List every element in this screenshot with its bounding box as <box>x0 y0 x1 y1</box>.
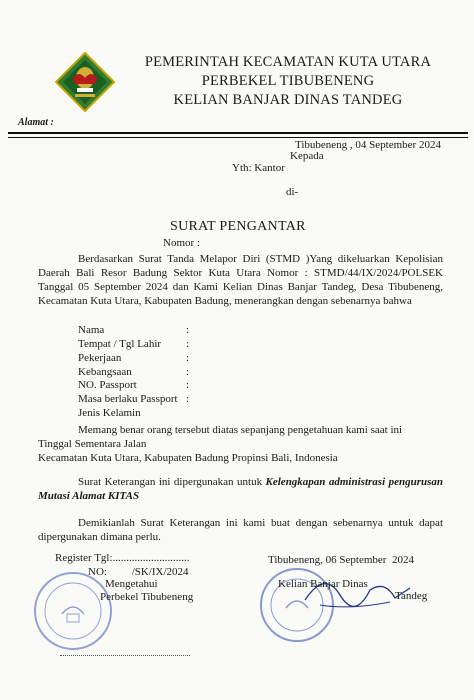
register-date: Register Tgl:............................ <box>55 552 190 564</box>
field-label-pekerjaan: Pekerjaan <box>78 352 122 364</box>
recipient-name: Yth: Kantor <box>232 162 285 174</box>
field-colon: : <box>186 366 190 378</box>
letter-date: Tibubeneng , 04 September 2024 <box>295 139 441 151</box>
field-colon: : <box>186 352 190 364</box>
purpose-text: Surat Keterangan ini dipergunakan untuk <box>78 476 266 488</box>
purpose-italic-text: Kelengkapan administrasi pengurusan Mutasi Alamat KITAS <box>38 476 443 502</box>
letter-number: Nomor : <box>163 237 200 249</box>
residence-paragraph <box>38 423 443 465</box>
field-label-masa-berlaku: Masa berlaku Passport <box>78 393 178 405</box>
field-label-jenis-kelamin: Jenis Kelamin <box>78 407 141 419</box>
intro-paragraph: Berdasarkan Surat Tanda Melapor Diri (STMD )Yang dikeluarkan Kepolisian Daerah Bali Resor Badung Sektor Kuta Utara Nomor : STMD/44/IX/2024/POLSEK Tanggal 05 September 2024 dan Kami Kelian Dinas Banjar Tandeg, Desa Tibubeneng, Kecamatan Kuta Utara, Kabupaten Badung, menerangkan dengan sebenarnya bahwa <box>38 253 443 307</box>
field-colon: : <box>186 324 190 336</box>
residence-line-2: Tinggal Sementara Jalan <box>38 438 147 450</box>
field-label-nama: Nama <box>78 324 105 336</box>
acknowledged-label: Mengetahui <box>105 578 158 590</box>
letter-title: SURAT PENGANTAR <box>170 219 306 234</box>
field-colon: : <box>186 393 190 405</box>
field-label-kebangsaan: Kebangsaan <box>78 366 132 378</box>
official-stamp-icon <box>32 570 114 652</box>
register-number: NO: /SK/IX/2024 <box>88 566 189 578</box>
header-line-3: KELIAN BANJAR DINAS TANDEG <box>173 92 403 108</box>
recipient-location: di- <box>286 186 299 198</box>
residence-line-1: Memang benar orang tersebut diatas sepanjang pengetahuan kami saat ini <box>78 424 403 436</box>
residence-line-3: Kecamatan Kuta Utara, Kabupaten Badung Propinsi Bali, Indonesia <box>38 452 338 464</box>
garuda-emblem-icon <box>55 52 115 112</box>
field-label-passport: NO. Passport <box>78 379 137 391</box>
purpose-paragraph <box>38 475 443 503</box>
kepada-label: Kepada <box>290 150 324 162</box>
kelian-area: Tandeg <box>395 590 428 602</box>
header-divider-thick <box>8 132 468 134</box>
header-line-2: PERBEKEL TIBUBENENG <box>201 73 375 89</box>
field-colon: : <box>186 338 190 350</box>
perbekel-title: Perbekel Tibubeneng <box>100 591 194 603</box>
closing-paragraph: Demikianlah Surat Keterangan ini kami buat dengan sebenarnya untuk dapat dipergunakan dimana perlu. <box>38 517 443 543</box>
signature-line <box>60 655 190 656</box>
header-line-1: PEMERINTAH KECAMATAN KUTA UTARA <box>144 54 432 70</box>
field-colon: : <box>186 379 190 391</box>
field-label-tempat-tgl-lahir: Tempat / Tgl Lahir <box>78 338 162 350</box>
signature-date: Tibubeneng, 06 September 2024 <box>268 554 414 566</box>
address-label: Alamat : <box>18 117 54 128</box>
kelian-title: Kelian Banjar Dinas <box>278 578 368 590</box>
